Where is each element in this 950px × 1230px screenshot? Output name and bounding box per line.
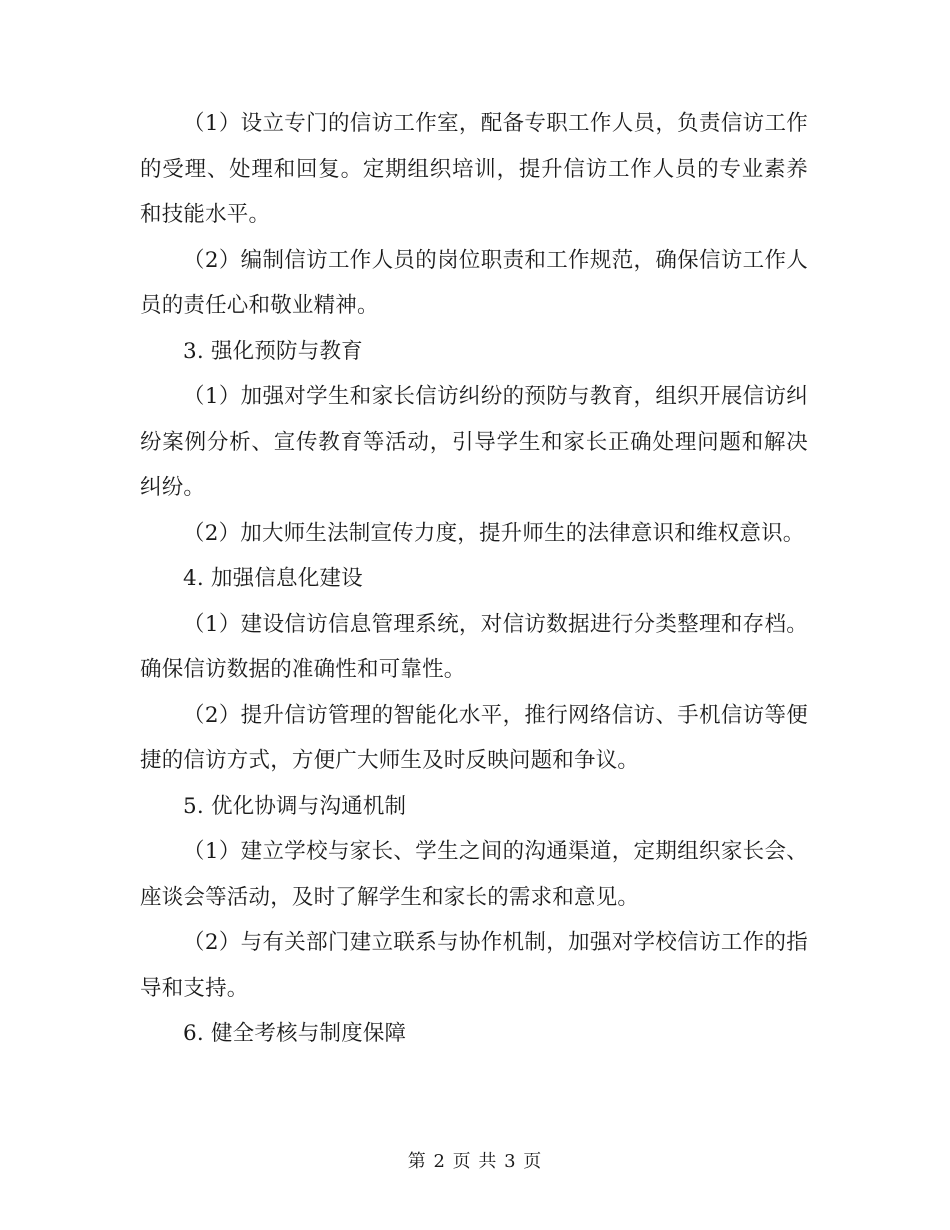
paragraph: （1）建立学校与家长、学生之间的沟通渠道，定期组织家长会、座谈会等活动，及时了解学生和家长的需求和意见。 [140,839,808,910]
paragraph: （1）加强对学生和家长信访纠纷的预防与教育，组织开展信访纠纷案例分析、宣传教育等活动，引导学生和家长正确处理问题和解决纠纷。 [140,384,808,500]
paragraph: （1）设立专门的信访工作室，配备专职工作人员，负责信访工作的受理、处理和回复。定期组织培训，提升信访工作人员的专业素养和技能水平。 [140,111,808,227]
paragraph: （2）与有关部门建立联系与协作机制，加强对学校信访工作的指导和支持。 [140,930,808,1001]
paragraph: （2）加大师生法制宣传力度，提升师生的法律意识和维权意识。 [183,520,805,546]
section-heading: 4. 加强信息化建设 [183,566,363,591]
paragraph: （2）提升信访管理的智能化水平，推行网络信访、手机信访等便捷的信访方式，方便广大师生及时反映问题和争议。 [140,702,808,773]
page-footer: 第 2 页 共 3 页 [407,1151,543,1172]
paragraph: （2）编制信访工作人员的岗位职责和工作规范，确保信访工作人员的责任心和敬业精神。 [140,247,808,318]
section-heading: 5. 优化协调与沟通机制 [183,793,407,819]
paragraph: （1）建设信访信息管理系统，对信访数据进行分类整理和存档。确保信访数据的准确性和可靠性。 [140,611,808,682]
document-body [140,101,808,1057]
section-heading: 6. 健全考核与制度保障 [183,1021,407,1046]
section-heading: 3. 强化预防与教育 [183,338,363,364]
